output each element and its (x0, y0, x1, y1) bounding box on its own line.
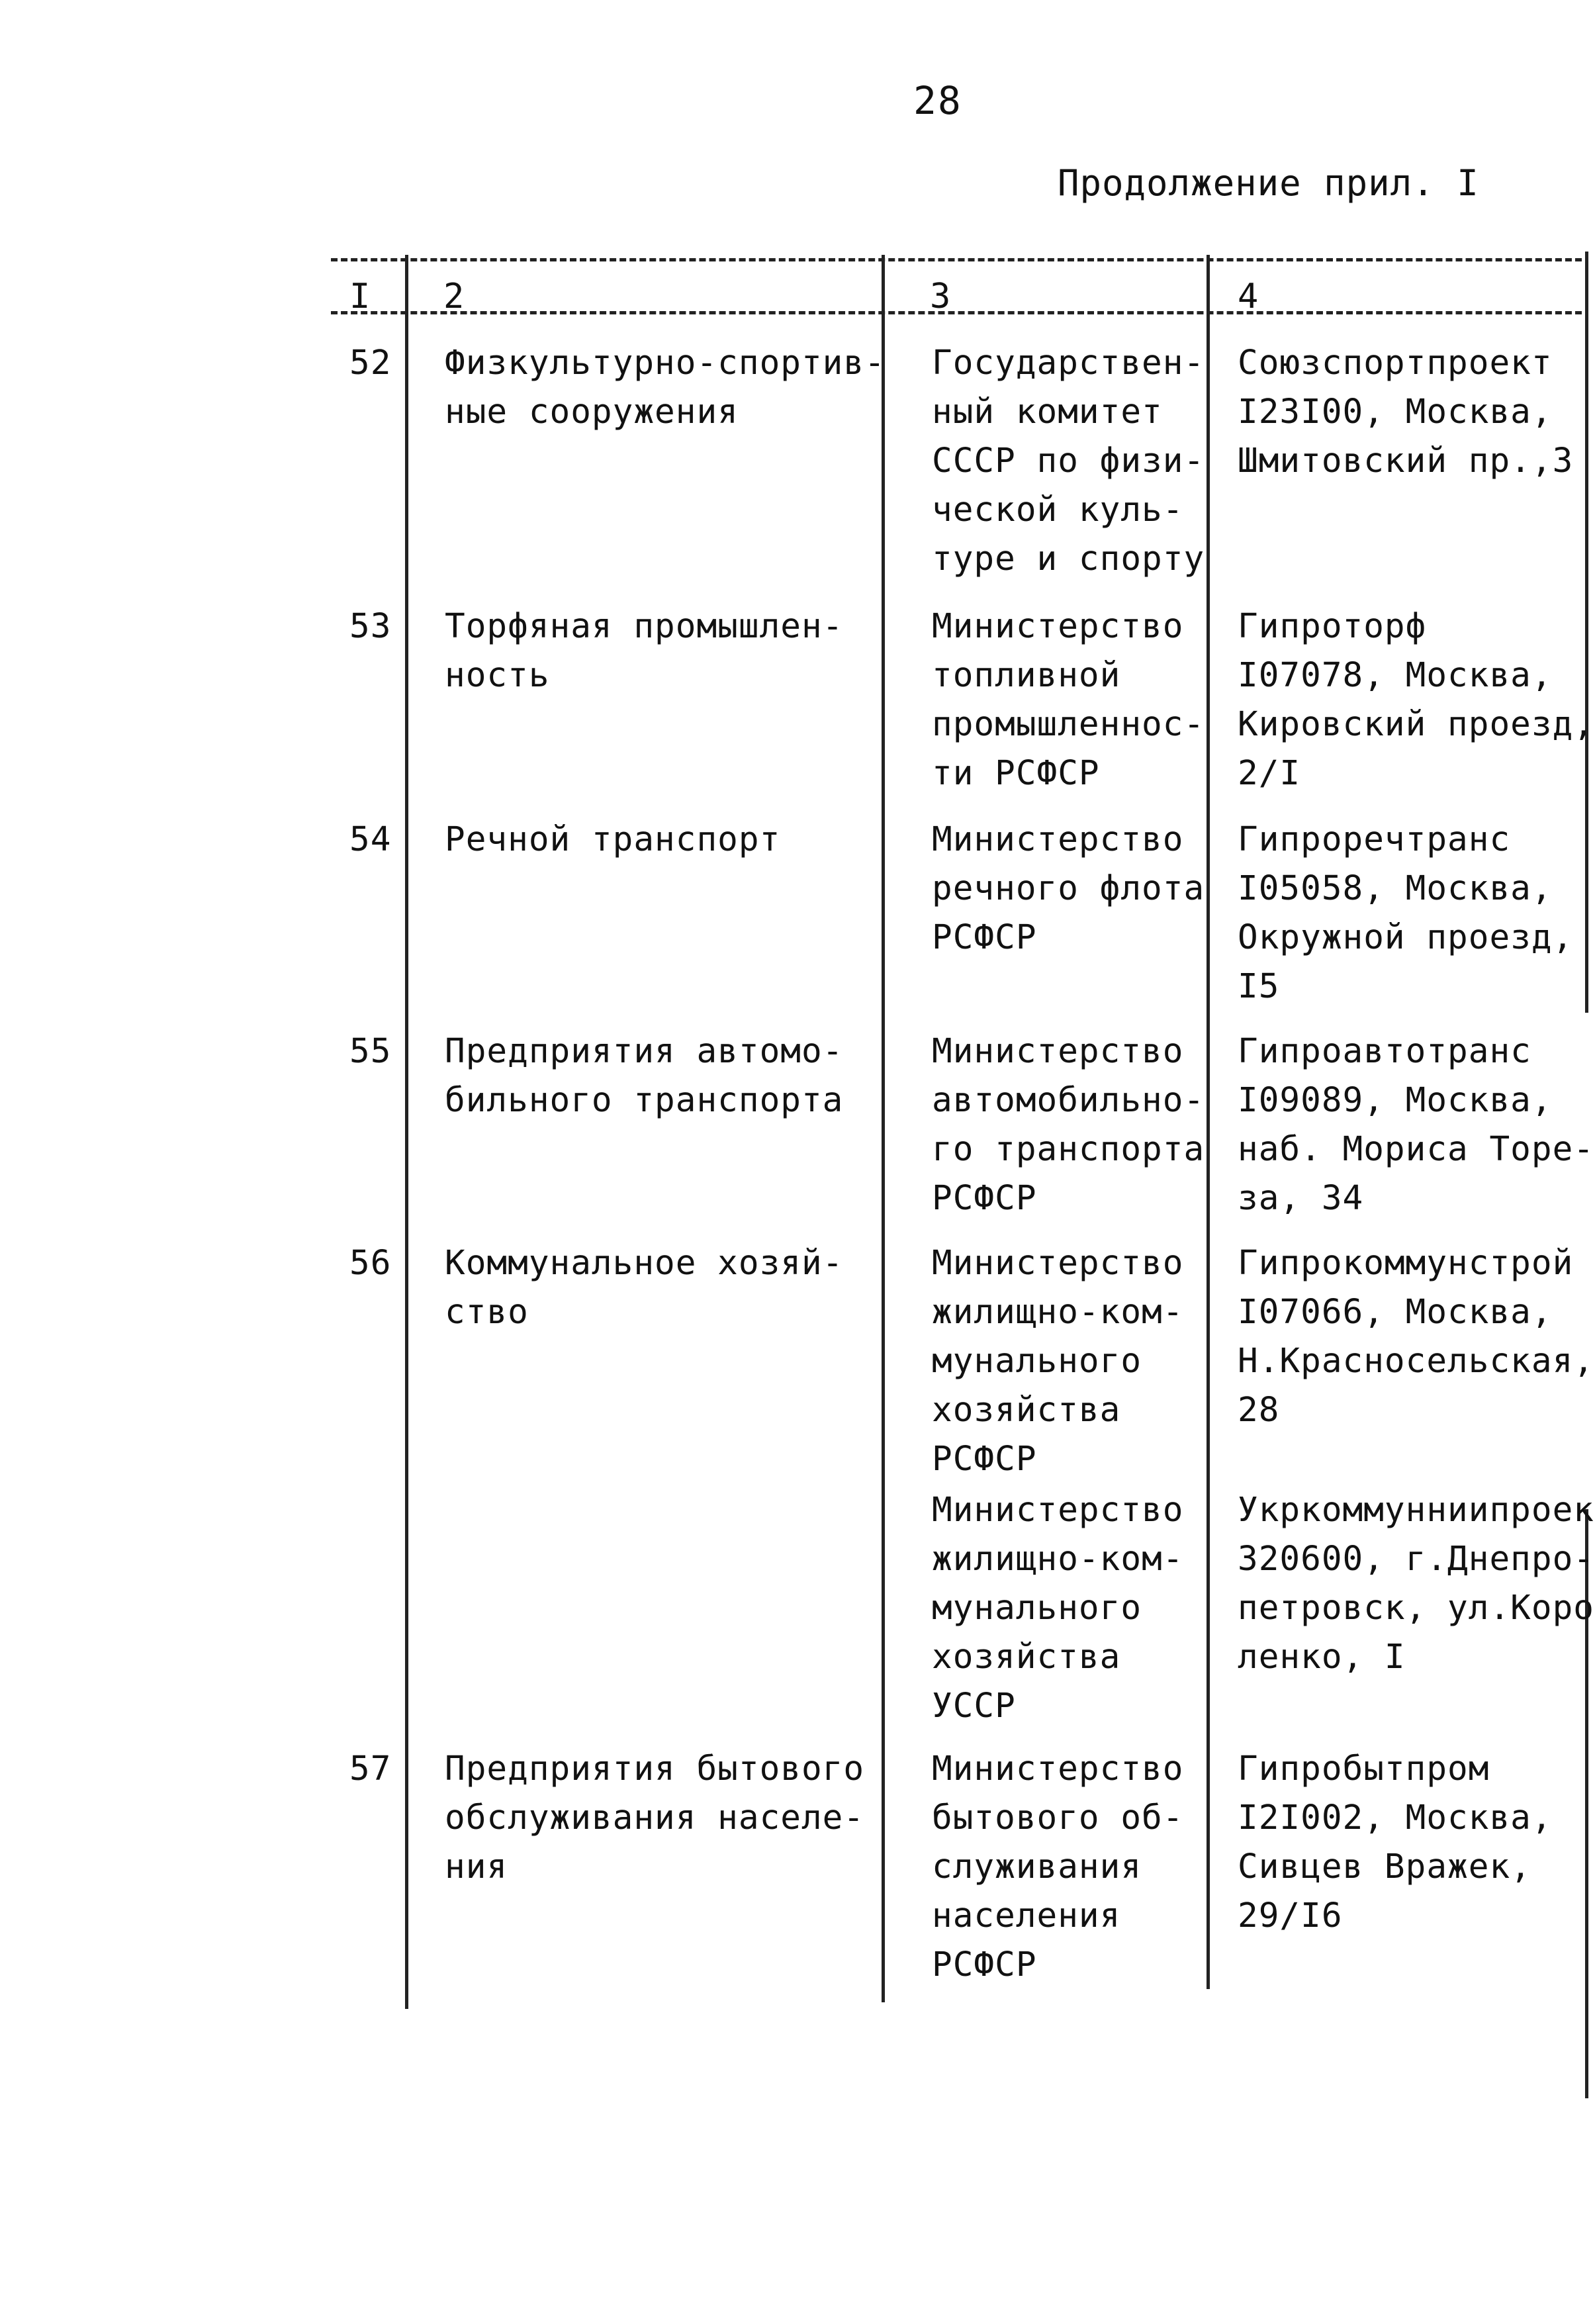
row-number: 55 (349, 1032, 392, 1071)
row-number: 52 (349, 344, 392, 383)
column-header-3: 3 (930, 277, 951, 316)
industry-cell: Коммунальное хозяй- ство (445, 1244, 844, 1332)
institute-cell: Гипроречтранс I05058, Москва, Окружной проезд, I5 (1238, 820, 1574, 1006)
institute-cell: Гипроавтотранс I09089, Москва, наб. Мориса Торе- за, 34 (1238, 1032, 1594, 1218)
continuation-label: Продолжение прил. I (1058, 162, 1479, 204)
ministry-cell: Министерство бытового об- служивания населения РСФСР (932, 1749, 1184, 1984)
column-divider-2 (882, 255, 885, 2002)
industry-cell: Торфяная промышлен- ность (445, 607, 844, 695)
page-number: 28 (913, 78, 962, 123)
ministry-cell: Министерство речного флота РСФСР (932, 820, 1205, 957)
row-number: 57 (349, 1749, 392, 1789)
ministry-cell: Министерство жилищно-ком- мунального хозяйства РСФСР (932, 1244, 1184, 1479)
ministry-cell: Министерство автомобильно- го транспорта РСФСР (932, 1032, 1205, 1218)
industry-cell: Физкультурно-спортив- ные сооружения (445, 344, 886, 432)
ministry-cell: Министерство жилищно-ком- мунального хозяйства УССР (932, 1491, 1184, 1726)
row-number: 53 (349, 607, 392, 646)
column-divider-3 (1207, 255, 1210, 1989)
table-top-rule (331, 258, 1582, 261)
institute-cell: Гипробытпром I2I002, Москва, Сивцев Вражек, 29/I6 (1238, 1749, 1553, 1935)
industry-cell: Предприятия бытового обслуживания населе- ния (445, 1749, 865, 1886)
institute-cell: Укркоммунниипроек 320600, г.Днепро- петровск, ул.Коро ленко, I (1238, 1491, 1594, 1677)
industry-cell: Речной транспорт (445, 820, 781, 859)
column-header-1: I (349, 277, 371, 316)
ministry-cell: Государствен- ный комитет СССР по физи- ческой куль- туре и спорту (932, 344, 1205, 579)
institute-cell: Гипроторф I07078, Москва, Кировский проезд, 2/I (1238, 607, 1594, 793)
institute-cell: Гипрокоммунстрой I07066, Москва, Н.Красносельская, 28 (1238, 1244, 1594, 1430)
ministry-cell: Министерство топливной промышленнос- ти РСФСР (932, 607, 1205, 793)
industry-cell: Предприятия автомо- бильного транспорта (445, 1032, 844, 1120)
row-number: 54 (349, 820, 392, 859)
institute-cell: Союзспортпроект I23I00, Москва, Шмитовский пр.,3 (1238, 344, 1574, 481)
table-header-rule (331, 311, 1582, 314)
row-number: 56 (349, 1244, 392, 1283)
column-divider-1 (405, 255, 408, 2009)
column-header-2: 2 (443, 277, 465, 316)
column-header-4: 4 (1238, 277, 1259, 316)
